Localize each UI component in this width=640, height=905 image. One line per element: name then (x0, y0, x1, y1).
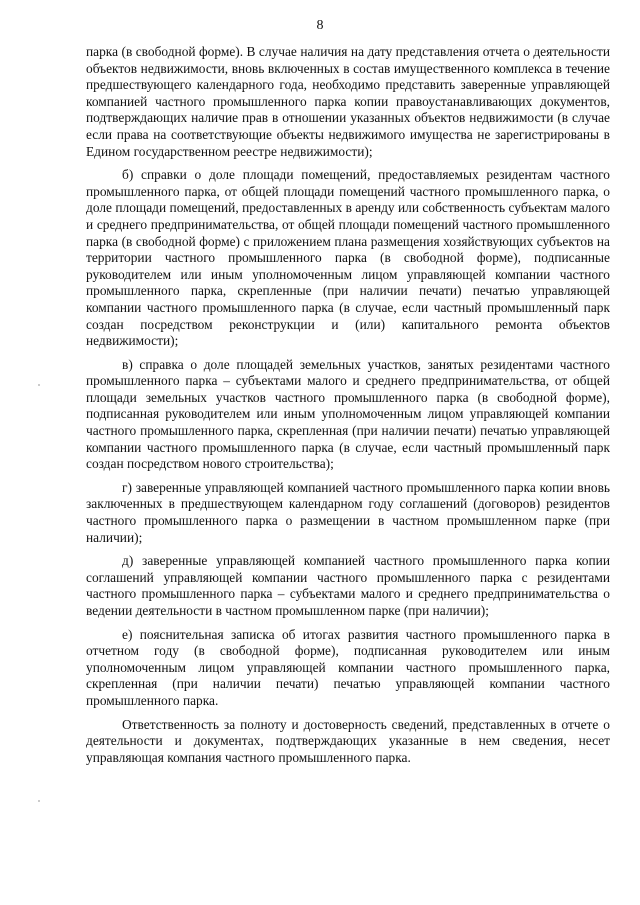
document-body (86, 44, 610, 766)
paragraph-item-e: е) пояснительная записка об итогах развития частного промышленного парка в отчетном году (в свободной форме), подписанная руководителем или иным уполномоченным лицом управляющей компании частного промышленного парка, скрепленная (при наличии печати) печатью управляющей компании частного промышленного парка. (86, 626, 610, 708)
paragraph-continuation: парка (в свободной форме). В случае наличия на дату представления отчета о деятельности объектов недвижимости, вновь включенных в состав имущественного комплекса в течение предшествующего календарного года, необходимо представить заверенные управляющей компанией частного промышленного парка копии правоустанавливающих документов, подтверждающих наличие прав в отношении указанных объектов недвижимости (в случае если права на соответствующие объекты недвижимого имущества не зарегистрированы в Едином государственном реестре недвижимости); (86, 44, 610, 159)
paragraph-item-g: г) заверенные управляющей компанией частного промышленного парка копии вновь заключенных в предшествующем календарном году соглашений (договоров) резидентов частного промышленного парка о размещении в частном промышленном парке (при наличии); (86, 479, 610, 545)
scan-speck (38, 800, 40, 802)
page-number: 8 (316, 18, 324, 33)
paragraph-item-v: в) справка о доле площадей земельных участков, занятых резидентами частного промышленного парка – субъектами малого и среднего предпринимательства, от общей площади земельных участков частного промышленного парка (в свободной форме), подписанная руководителем или иным уполномоченным лицом управляющей компании частного промышленного парка, скрепленная (при наличии печати) печатью управляющей компании частного промышленного парка (в случае, если частный промышленный парк создан посредством нового строительства); (86, 356, 610, 472)
paragraph-responsibility: Ответственность за полноту и достоверность сведений, представленных в отчете о деятельности и документах, подтверждающих указанные в нем сведения, несет управляющая компания частного промышленного парка. (86, 716, 610, 765)
paragraph-item-b: б) справки о доле площади помещений, предоставляемых резидентам частного промышленного парка, от общей площади помещений частного промышленного парка, о доле площади помещений, предоставленных в аренду или собственность субъектам малого и среднего предпринимательства, от общей площади помещений частного промышленного парка (в свободной форме) с приложением плана размещения хозяйствующих субъектов на территории частного промышленного парка (в свободной форме), подписанные руководителем или иным уполномоченным лицом управляющей компании частного промышленного парка, скрепленные (при наличии печати) печатью управляющей компании частного промышленного парка (в случае, если частный промышленный парк создан посредством реконструкции и (или) капитального ремонта объектов недвижимости); (86, 167, 610, 349)
paragraph-item-d: д) заверенные управляющей компанией частного промышленного парка копии соглашений управляющей компании частного промышленного парка с резидентами частного промышленного парка – субъектами малого и среднего предпринимательства о ведении деятельности в частном промышленном парке (при наличии); (86, 553, 610, 618)
scan-speck (38, 384, 40, 386)
